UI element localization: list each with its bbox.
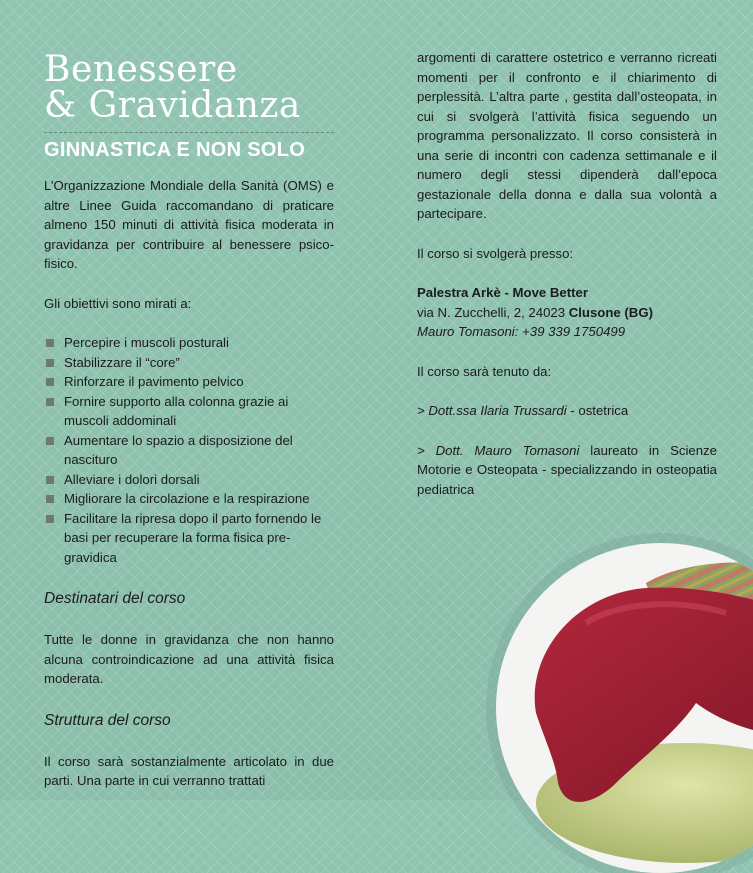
teacher-1-name: > Dott.ssa Ilaria Trussardi xyxy=(417,403,567,418)
square-bullet-icon xyxy=(46,515,54,523)
right-column xyxy=(417,48,717,499)
square-bullet-icon xyxy=(46,359,54,367)
venue-city: Clusone (BG) xyxy=(568,304,653,320)
teacher-2-name: > Dott. Mauro Tomasoni xyxy=(417,442,580,458)
square-bullet-icon xyxy=(46,398,54,406)
list-item: Facilitare la ripresa dopo il parto fornendo le basi per recuperare la forma fisica pre-gravidica xyxy=(44,509,334,568)
pregnancy-exercise-photo xyxy=(496,543,753,873)
list-item: Alleviare i dolori dorsali xyxy=(44,470,334,490)
list-item: Aumentare lo spazio a disposizione del nascituro xyxy=(44,431,334,470)
structure-paragraph-continued: argomenti di carattere ostetrico e verranno ricreati momenti per il confronto e il chiarimento di perplessità. L’altra parte , gestita dall’osteopata, in cui si svolgerà l’attività fisica seguendo un programma personalizzato. Il corso consisterà in una serie di incontri con cadenza settimanale e il numero degli stessi dipenderà dall’epoca gestazionale della donna e dalla sua volontà a partecipare. xyxy=(417,50,717,221)
page-title xyxy=(44,49,334,126)
teacher-1-role: - ostetrica xyxy=(566,403,629,418)
venue-address: via N. Zucchelli, 2, 24023 Clusone (BG) xyxy=(417,304,653,320)
list-item: Stabilizzare il “core” xyxy=(44,353,334,373)
goals-intro: Gli obiettivi sono mirati a: xyxy=(44,295,192,311)
teacher-1 xyxy=(417,401,717,421)
list-item: Percepire i muscoli posturali xyxy=(44,333,334,353)
venue-contact: Mauro Tomasoni: +39 339 1750499 xyxy=(417,324,626,339)
list-item: Migliorare la circolazione e la respirazione xyxy=(44,489,334,509)
teacher-2 xyxy=(417,441,717,500)
audience-paragraph: Tutte le donne in gravidanza che non hanno alcuna controindicazione ad una attività fisica moderata. xyxy=(44,632,334,686)
list-item: Rinforzare il pavimento pelvico xyxy=(44,372,334,392)
square-bullet-icon xyxy=(46,339,54,347)
square-bullet-icon xyxy=(46,476,54,484)
square-bullet-icon xyxy=(46,495,54,503)
teachers-intro: Il corso sarà tenuto da: xyxy=(417,363,552,379)
page-subtitle: GINNASTICA E NON SOLO xyxy=(44,139,306,161)
list-item: Fornire supporto alla colonna grazie ai muscoli addominali xyxy=(44,392,334,431)
title-line-1: Benessere xyxy=(44,49,238,90)
title-divider xyxy=(44,132,334,133)
structure-heading: Struttura del corso xyxy=(44,711,171,729)
venue-intro: Il corso si svolgerà presso: xyxy=(417,245,574,261)
pregnant-woman-on-ball-illustration xyxy=(496,543,753,873)
square-bullet-icon xyxy=(46,378,54,386)
title-line-2: & Gravidanza xyxy=(44,85,301,126)
intro-paragraph: L’Organizzazione Mondiale della Sanità (OMS) e altre Linee Guida raccomandano di praticare almeno 150 minuti di attività fisica moderata in gravidanza per contribuire al benessere psico-fisico. xyxy=(44,178,334,271)
venue-name: Palestra Arkè - Move Better xyxy=(417,285,589,300)
square-bullet-icon xyxy=(46,437,54,445)
audience-heading: Destinatari del corso xyxy=(44,590,186,607)
goals-list xyxy=(44,333,334,567)
teacher-2-role: laureato in Scienze Motorie e Osteopata - specializzando in osteopatia pediatrica xyxy=(417,442,717,497)
structure-paragraph-start: Il corso sarà sostanzialmente articolato in due parti. Una parte in cui verranno trattati xyxy=(44,753,334,788)
left-column xyxy=(44,49,334,791)
